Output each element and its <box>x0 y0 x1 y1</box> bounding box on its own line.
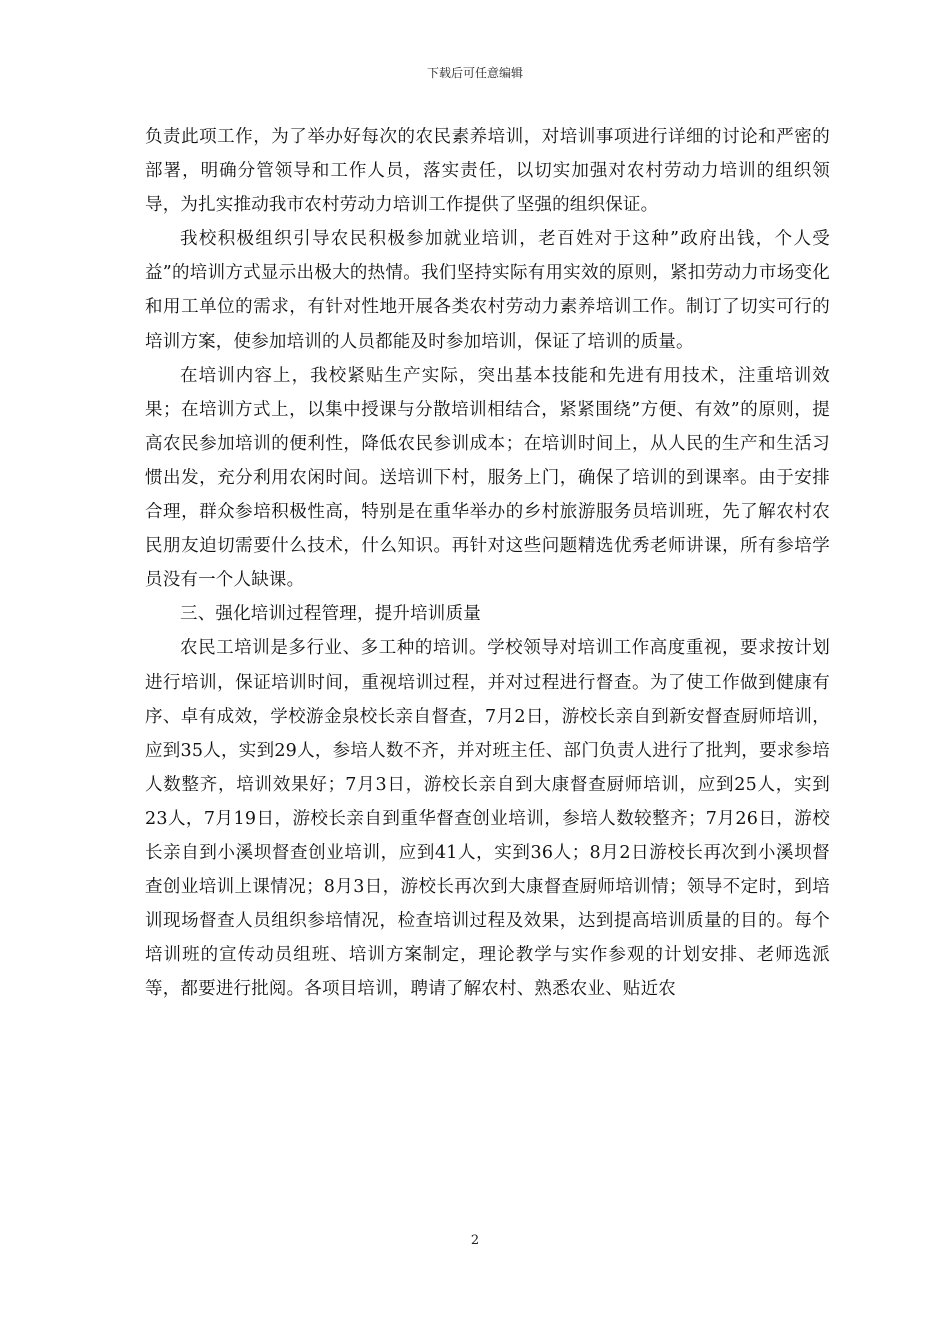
page-number: 2 <box>470 1233 480 1248</box>
paragraph-4: 农民工培训是多行业、多工种的培训。学校领导对培训工作高度重视，要求按计划进行培训，保证培训时间，重视培训过程，并对过程进行督查。为了使工作做到健康有序、卓有成效，学校游金泉校长亲自督查，7月2日，游校长亲自到新安督查厨师培训，应到35人，实到29人，参培人数不齐，并对班主任、部门负责人进行了批判，要求参培人数整齐，培训效果好；7月3日，游校长亲自到大康督查厨师培训，应到25人，实到23人，7月19日，游校长亲自到重华督查创业培训，参培人数较整齐；7月26日，游校长亲自到小溪坝督查创业培训，应到41人，实到36人；8月2日游校长再次到小溪坝督查创业培训上课情况；8月3日，游校长再次到大康督查厨师培训情；领导不定时，到培训现场督查人员组织参培情况，检查培训过程及效果，达到提高培训质量的目的。每个培训班的宣传动员组班、培训方案制定，理论教学与实作参观的计划安排、老师选派等，都要进行批阅。各项目培训，聘请了解农村、熟悉农业、贴近农 <box>145 638 830 1000</box>
page-header-note: 下载后可任意编辑 <box>426 66 523 80</box>
paragraph-3: 在培训内容上，我校紧贴生产实际，突出基本技能和先进有用技术，注重培训效果；在培训方式上，以集中授课与分散培训相结合，紧紧围绕”方便、有效”的原则，提高农民参加培训的便利性，降低农民参训成本；在培训时间上，从人民的生产和生活习惯出发，充分利用农闲时间。送培训下村，服务上门，确保了培训的到课率。由于安排合理，群众参培积极性高，特别是在重华举办的乡村旅游服务员培训班，先了解农村农民朋友迫切需要什么技术，什么知识。再针对这些问题精选优秀老师讲课，所有参培学员没有一个人缺课。 <box>145 365 830 591</box>
section-heading: 三、强化培训过程管理，提升培训质量 <box>180 604 481 625</box>
paragraph-1: 负责此项工作，为了举办好每次的农民素养培训，对培训事项进行详细的讨论和严密的部署，明确分管领导和工作人员，落实责任，以切实加强对农村劳动力培训的组织领导，为扎实推动我市农村劳动力培训工作提供了坚强的组织保证。 <box>145 127 830 216</box>
document-body <box>145 120 830 1006</box>
paragraph-2: 我校积极组织引导农民积极参加就业培训，老百姓对于这种”政府出钱，个人受益”的培训方式显示出极大的热情。我们坚持实际有用实效的原则，紧扣劳动力市场变化和用工单位的需求，有针对性地开展各类农村劳动力素养培训工作。制订了切实可行的培训方案，使参加培训的人员都能及时参加培训，保证了培训的质量。 <box>145 229 830 352</box>
